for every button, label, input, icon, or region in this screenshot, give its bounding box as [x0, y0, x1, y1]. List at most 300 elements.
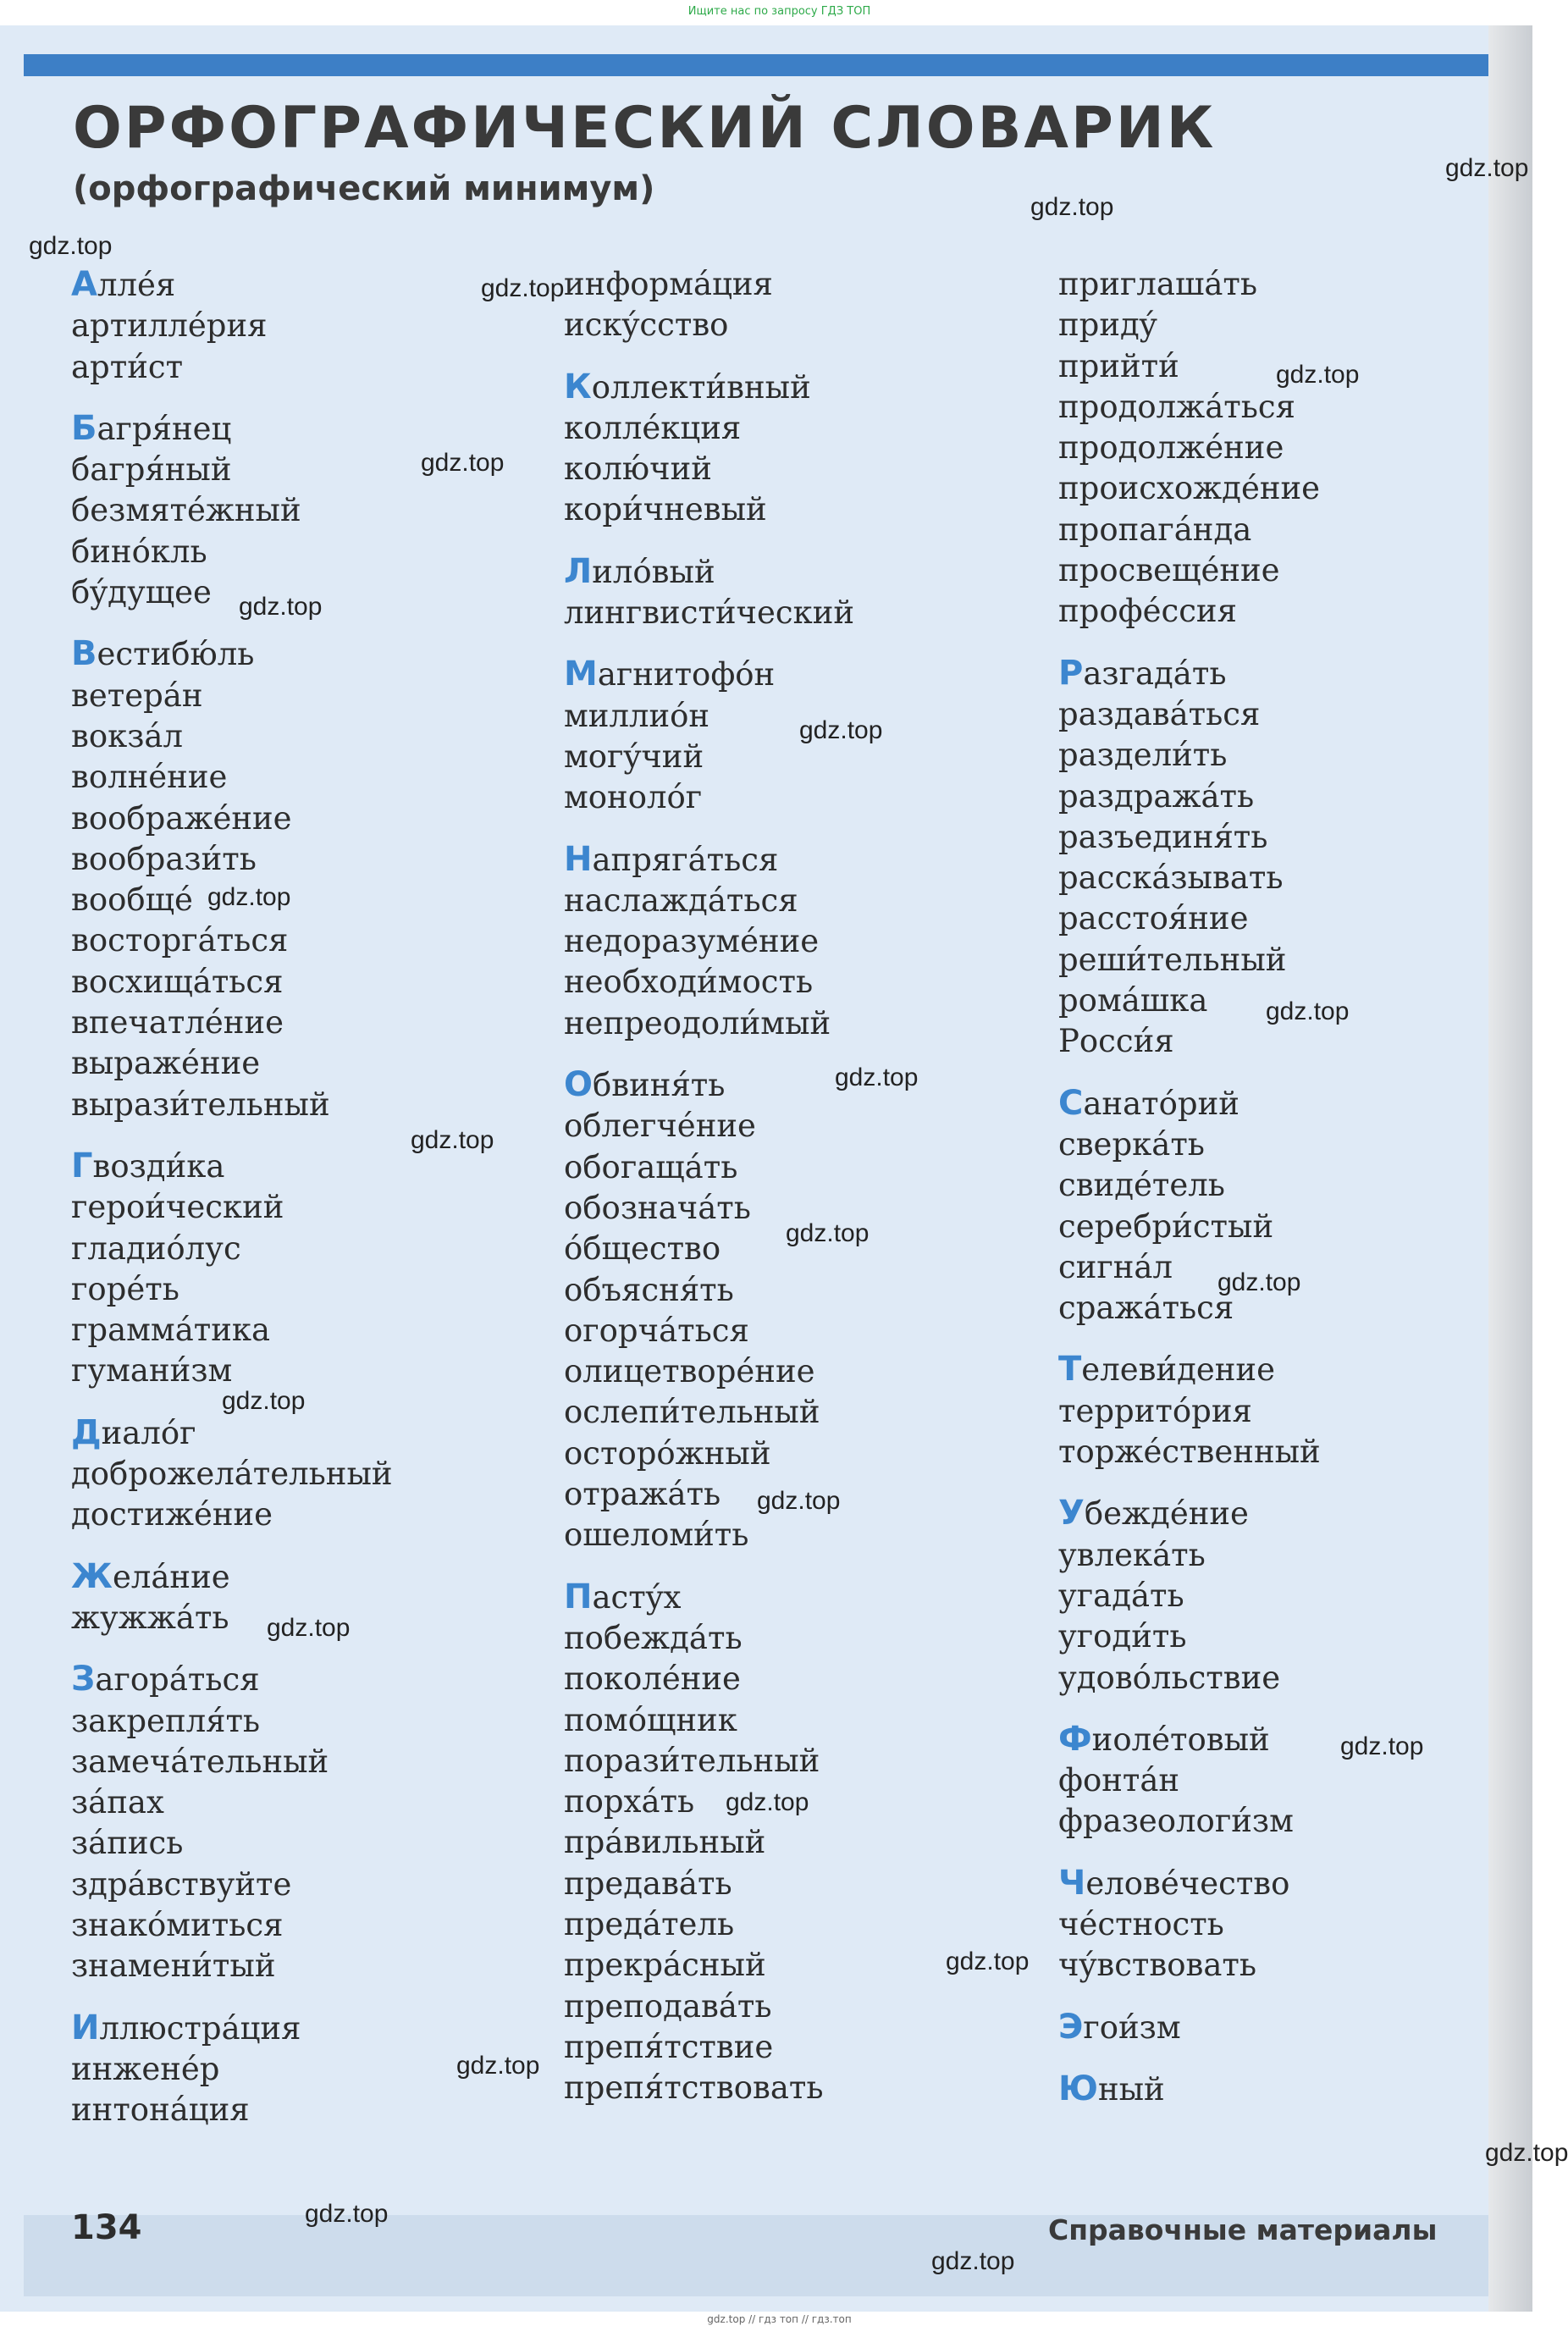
dictionary-word	[564, 264, 1038, 305]
dictionary-word	[71, 490, 545, 531]
dictionary-word	[71, 1946, 545, 1986]
dictionary-word	[564, 367, 1038, 408]
word-text: багря́ный	[71, 451, 232, 489]
letter-initial: Л	[564, 551, 593, 591]
word-text: замечáтельный	[71, 1743, 329, 1780]
word-text: гладиóлус	[71, 1229, 241, 1267]
word-text: чéстность	[1058, 1905, 1224, 1942]
word-text: приглашáть	[1058, 266, 1258, 302]
dictionary-word	[1058, 1863, 1532, 1904]
dictionary-word	[564, 654, 1038, 695]
dictionary-word	[71, 757, 545, 798]
letter-initial: Ж	[71, 1556, 113, 1596]
letter-initial: Ч	[1058, 1863, 1086, 1903]
word-text: бýдущее	[71, 574, 212, 611]
word-text: бинóкль	[71, 533, 207, 570]
word-text: серебри́стый	[1058, 1207, 1274, 1245]
dictionary-word	[1058, 1535, 1532, 1576]
dictionary-word	[1058, 776, 1532, 817]
dictionary-word	[1058, 387, 1532, 428]
letter-initial: Р	[1058, 653, 1084, 693]
watermark: gdz.top	[946, 1948, 1030, 1975]
dictionary-word	[1058, 1576, 1532, 1616]
dictionary-word	[71, 798, 545, 839]
dictionary-word	[1058, 1719, 1532, 1760]
dictionary-word	[564, 1618, 1038, 1659]
dictionary-word	[71, 676, 545, 716]
word-text: вообрази́ть	[71, 840, 257, 877]
word-text: препя́тствовать	[564, 2069, 824, 2107]
dictionary-word	[71, 633, 545, 675]
word-text: еловéчество	[1085, 1865, 1290, 1902]
word-text: облегчéние	[564, 1108, 756, 1145]
letter-initial: А	[71, 265, 97, 304]
dictionary-word	[71, 1269, 545, 1310]
dictionary-word	[1058, 817, 1532, 858]
footer-note: gdz.top // гдз топ // гдз.топ	[707, 2313, 852, 2325]
word-text: угоди́ть	[1058, 1618, 1187, 1655]
dictionary-word	[1058, 550, 1532, 591]
letter-group	[1058, 1863, 1532, 1986]
word-text: естибю́ль	[97, 636, 255, 673]
watermark: gdz.top	[1340, 1732, 1424, 1760]
dictionary-word	[564, 1741, 1038, 1782]
dictionary-word	[71, 1310, 545, 1351]
dictionary-word	[564, 1986, 1038, 2027]
letter-group	[564, 264, 1038, 346]
word-text: елáние	[112, 1558, 230, 1595]
watermark: gdz.top	[1266, 997, 1350, 1025]
word-text: ллюстрáция	[99, 2009, 301, 2047]
word-text: восхищáться	[71, 963, 284, 1000]
word-text: граммáтика	[71, 1312, 271, 1349]
dictionary-word	[564, 1003, 1038, 1044]
dictionary-word	[71, 1823, 545, 1864]
dictionary-word	[564, 1064, 1038, 1106]
dictionary-word	[1058, 1904, 1532, 1945]
word-text: арти́ст	[71, 348, 184, 385]
word-text: предáтель	[564, 1905, 735, 1942]
word-text: бвиня́ть	[593, 1067, 726, 1104]
dictionary-word	[1058, 1391, 1532, 1432]
letter-group	[564, 551, 1038, 634]
word-text: закрепля́ть	[71, 1702, 261, 1739]
watermark: gdz.top	[1030, 193, 1114, 221]
word-text: информáция	[564, 266, 773, 302]
dictionary-word	[1058, 1493, 1532, 1534]
word-text: зáпись	[71, 1825, 184, 1862]
dictionary-word	[1058, 1124, 1532, 1165]
word-text: коллéкция	[564, 409, 742, 446]
letter-group	[564, 1064, 1038, 1556]
letter-group	[564, 839, 1038, 1044]
dictionary-word	[71, 1043, 545, 1084]
dictionary-word	[1058, 1801, 1532, 1842]
dictionary-word	[1058, 468, 1532, 509]
letter-initial: В	[71, 634, 97, 674]
word-text: гумани́зм	[71, 1352, 233, 1390]
word-text: фразеологи́зм	[1058, 1803, 1294, 1840]
word-text: сигнáл	[1058, 1248, 1173, 1285]
page-subtitle: (орфографический минимум)	[73, 169, 655, 208]
word-text: восторгáться	[71, 922, 289, 959]
letter-group	[71, 1412, 545, 1536]
dictionary-word	[1058, 264, 1532, 305]
dictionary-word	[1058, 1349, 1532, 1390]
dictionary-word	[1058, 735, 1532, 776]
word-text: возди́ка	[92, 1147, 225, 1185]
letter-group	[1058, 2069, 1532, 2110]
letter-group	[1058, 1349, 1532, 1472]
dictionary-word	[564, 1822, 1038, 1863]
dictionary-word	[1058, 940, 1532, 981]
word-text: огорчáться	[564, 1312, 749, 1349]
watermark: gdz.top	[757, 1487, 841, 1515]
letter-group	[71, 633, 545, 1125]
word-text: ллéя	[97, 267, 176, 303]
word-text: астýх	[592, 1578, 682, 1616]
top-accent-bar	[24, 54, 1488, 76]
letter-initial: Ю	[1058, 2069, 1098, 2108]
dictionary-word	[71, 1905, 545, 1946]
word-text: порази́тельный	[564, 1742, 820, 1779]
letter-initial: Н	[564, 839, 593, 879]
dictionary-word	[564, 1434, 1038, 1474]
word-text: илóвый	[592, 553, 715, 590]
word-text: разъединя́ть	[1058, 818, 1268, 855]
letter-initial: Г	[71, 1146, 93, 1185]
letter-initial: С	[1058, 1083, 1084, 1123]
dictionary-word	[1058, 510, 1532, 550]
dictionary-word	[71, 2008, 545, 2049]
letter-initial: Д	[71, 1412, 102, 1452]
word-text: реши́тельный	[1058, 941, 1287, 978]
dictionary-word	[71, 716, 545, 757]
word-text: обогащáть	[564, 1148, 738, 1185]
letter-initial: Ф	[1058, 1719, 1092, 1759]
word-text: угадáть	[1058, 1577, 1184, 1614]
word-text: вообщé	[71, 881, 193, 919]
word-text: необходи́мость	[564, 964, 814, 1001]
word-text: предавáть	[564, 1865, 732, 1902]
word-text: доброжелáтельный	[71, 1456, 393, 1493]
dictionary-word	[71, 1003, 545, 1043]
letter-initial: Б	[71, 408, 97, 448]
word-text: агнитофóн	[597, 656, 776, 693]
word-text: олицетворéние	[564, 1353, 815, 1390]
dictionary-word	[564, 777, 1038, 818]
letter-initial: О	[564, 1065, 594, 1105]
word-text: непреодоли́мый	[564, 1004, 831, 1041]
dictionary-word	[564, 305, 1038, 345]
dictionary-word	[564, 1659, 1038, 1699]
word-text: здрáвствуйте	[71, 1865, 292, 1903]
word-text: побеждáть	[564, 1619, 743, 1656]
watermark: gdz.top	[786, 1219, 870, 1247]
word-text: преподавáть	[564, 1987, 772, 2025]
watermark: gdz.top	[799, 716, 883, 744]
word-text: гои́зм	[1083, 2008, 1181, 2046]
word-text: сверкáть	[1058, 1125, 1205, 1163]
watermark: gdz.top	[222, 1387, 306, 1415]
word-text: прийти́	[1058, 347, 1179, 384]
dictionary-word	[564, 1392, 1038, 1433]
word-text: препя́тствие	[564, 2028, 774, 2065]
word-text: происхождéние	[1058, 470, 1321, 507]
dictionary-word	[564, 1515, 1038, 1555]
dictionary-word	[71, 408, 545, 450]
word-text: помóщник	[564, 1701, 737, 1738]
word-text: объясня́ть	[564, 1271, 734, 1308]
watermark: gdz.top	[1217, 1268, 1301, 1296]
word-text: азгадáть	[1083, 655, 1227, 692]
word-text: жужжáть	[71, 1599, 229, 1636]
watermark: gdz.top	[411, 1126, 494, 1154]
word-text: знакóмиться	[71, 1906, 284, 1943]
dictionary-word	[71, 962, 545, 1003]
word-text: пропагáнда	[1058, 511, 1252, 548]
watermark: gdz.top	[29, 232, 113, 260]
word-text: колю́чий	[564, 450, 712, 488]
word-text: монолóг	[564, 779, 703, 816]
letter-group	[71, 408, 545, 613]
word-text: инженéр	[71, 2050, 220, 2087]
letter-group	[1058, 1719, 1532, 1843]
dictionary-word	[1058, 898, 1532, 939]
word-text: агря́нец	[97, 410, 232, 447]
dictionary-word	[1058, 1658, 1532, 1699]
letter-initial: У	[1058, 1494, 1085, 1533]
word-text: ный	[1097, 2070, 1165, 2108]
dictionary-word	[71, 1659, 545, 1700]
word-text: вокзáл	[71, 717, 183, 754]
word-text: апрягáться	[592, 841, 779, 878]
word-text: вырази́тельный	[71, 1086, 330, 1123]
dictionary-word	[71, 1742, 545, 1782]
word-text: ветерáн	[71, 677, 203, 714]
word-text: порхáть	[564, 1783, 695, 1820]
word-text: увлекáть	[1058, 1536, 1206, 1573]
letter-group	[1058, 2007, 1532, 2048]
dictionary-word	[564, 881, 1038, 921]
dictionary-word	[71, 1782, 545, 1823]
word-text: горéть	[71, 1270, 179, 1307]
dictionary-word	[71, 839, 545, 880]
dictionary-word	[71, 2090, 545, 2130]
dictionary-word	[564, 408, 1038, 449]
dictionary-word	[564, 921, 1038, 962]
word-text: фонтáн	[1058, 1762, 1180, 1799]
dictionary-word	[71, 1494, 545, 1535]
word-text: искýсство	[564, 307, 729, 344]
word-text: анатóрий	[1083, 1085, 1239, 1122]
dictionary-word	[1058, 305, 1532, 345]
word-text: прекрáсный	[564, 1947, 766, 1984]
watermark: gdz.top	[931, 2247, 1015, 2275]
letter-initial: К	[564, 367, 592, 406]
word-text: впечатлéние	[71, 1004, 284, 1041]
letter-initial: П	[564, 1577, 593, 1616]
letter-group	[1058, 264, 1532, 633]
dictionary-word	[564, 1577, 1038, 1618]
dictionary-word	[564, 593, 1038, 633]
word-text: ромáшка	[1058, 982, 1208, 1019]
word-text: миллиóн	[564, 697, 710, 734]
page-number: 134	[71, 2208, 142, 2247]
watermark: gdz.top	[1445, 154, 1529, 182]
word-text: óбщество	[564, 1230, 721, 1268]
word-text: профéссия	[1058, 593, 1237, 630]
dictionary-word	[1058, 1945, 1532, 1986]
dictionary-word	[564, 449, 1038, 489]
dictionary-word	[71, 264, 545, 306]
dictionary-word	[564, 1351, 1038, 1392]
section-name: Справочные материалы	[1048, 2213, 1438, 2246]
word-text: беждéние	[1084, 1495, 1249, 1533]
watermark: gdz.top	[835, 1064, 919, 1091]
word-text: кори́чневый	[564, 491, 767, 528]
dictionary-word	[1058, 1432, 1532, 1472]
watermark: gdz.top	[1485, 2139, 1568, 2167]
dictionary-word	[1058, 1760, 1532, 1801]
letter-initial: Т	[1058, 1350, 1082, 1390]
dictionary-word	[71, 1865, 545, 1905]
dictionary-word	[71, 532, 545, 572]
word-text: чýвствовать	[1058, 1947, 1256, 1984]
watermark: gdz.top	[305, 2200, 389, 2228]
dictionary-word	[564, 1700, 1038, 1741]
dictionary-word	[564, 1147, 1038, 1188]
word-text: Росси́я	[1058, 1023, 1174, 1060]
dictionary-word	[564, 1311, 1038, 1351]
word-text: воображéние	[71, 799, 292, 837]
watermark: gdz.top	[481, 274, 565, 302]
letter-group	[71, 1659, 545, 1986]
dictionary-word	[1058, 653, 1532, 694]
watermark: gdz.top	[726, 1788, 809, 1816]
dictionary-word	[564, 839, 1038, 881]
dictionary-word	[71, 1229, 545, 1269]
watermark: gdz.top	[1276, 361, 1360, 389]
letter-initial: И	[71, 2008, 100, 2047]
word-text: удовóльствие	[1058, 1659, 1281, 1696]
word-text: ослепи́тельный	[564, 1394, 820, 1431]
dictionary-word	[1058, 1165, 1532, 1206]
letter-group	[1058, 1493, 1532, 1698]
dictionary-word	[1058, 1616, 1532, 1657]
word-text: торжéственный	[1058, 1434, 1321, 1471]
word-text: зáпах	[71, 1784, 164, 1821]
dictionary-word	[71, 1351, 545, 1391]
dictionary-word	[564, 2027, 1038, 2068]
word-text: осторóжный	[564, 1434, 771, 1472]
dictionary-word	[1058, 591, 1532, 632]
dictionary-word	[564, 1904, 1038, 1945]
word-text: знамени́тый	[71, 1948, 276, 1985]
dictionary-column-1	[71, 264, 545, 2151]
dictionary-word	[1058, 428, 1532, 468]
dictionary-word	[564, 962, 1038, 1003]
word-text: просвещéние	[1058, 552, 1280, 589]
dictionary-word	[564, 2068, 1038, 2108]
letter-group	[564, 1577, 1038, 2109]
word-text: достижéние	[71, 1496, 273, 1533]
word-text: интонáция	[71, 2091, 250, 2129]
dictionary-word	[564, 1864, 1038, 1904]
dictionary-word	[71, 1454, 545, 1494]
dictionary-word	[71, 306, 545, 346]
dictionary-word	[71, 1085, 545, 1125]
dictionary-word	[71, 1412, 545, 1454]
dictionary-word	[564, 551, 1038, 593]
word-text: прáвильный	[564, 1824, 766, 1861]
word-text: недоразумéние	[564, 923, 820, 960]
word-text: расскáзывать	[1058, 859, 1284, 897]
dictionary-column-3	[1058, 264, 1532, 2130]
word-text: наслаждáться	[564, 881, 798, 919]
watermark: gdz.top	[207, 883, 291, 911]
word-text: волнéние	[71, 759, 228, 796]
word-text: продолжáться	[1058, 388, 1295, 425]
watermark: gdz.top	[421, 449, 505, 477]
word-text: раздели́ть	[1058, 737, 1228, 774]
watermark: gdz.top	[456, 2052, 540, 2080]
letter-initial: З	[71, 1660, 96, 1699]
word-text: иолéтовый	[1091, 1721, 1270, 1758]
letter-initial: М	[564, 655, 598, 694]
page-title: ОРФОГРАФИЧЕСКИЙ СЛОВАРИК	[73, 95, 1217, 162]
dictionary-word	[564, 489, 1038, 530]
dictionary-word	[1058, 1021, 1532, 1062]
letter-initial: Э	[1058, 2007, 1084, 2047]
word-text: раздавáться	[1058, 695, 1261, 732]
letter-group	[71, 1146, 545, 1392]
watermark: gdz.top	[239, 593, 323, 621]
letter-group	[71, 264, 545, 388]
dictionary-word	[71, 880, 545, 920]
dictionary-column-2	[564, 264, 1038, 2129]
word-text: безмятéжный	[71, 492, 301, 529]
word-text: артиллéрия	[71, 307, 268, 345]
dictionary-word	[564, 1106, 1038, 1146]
word-text: раздражáть	[1058, 777, 1255, 815]
word-text: выражéние	[71, 1045, 261, 1082]
word-text: свидéтель	[1058, 1167, 1225, 1204]
dictionary-word	[1058, 1083, 1532, 1124]
dictionary-word	[564, 1270, 1038, 1311]
letter-group	[564, 367, 1038, 531]
header-note: Ищите нас по запросу ГДЗ ТОП	[687, 5, 871, 18]
dictionary-word	[1058, 2007, 1532, 2048]
word-text: расстоя́ние	[1058, 900, 1249, 937]
word-text: агорáться	[95, 1661, 260, 1699]
word-text: придý	[1058, 307, 1157, 344]
word-text: сражáться	[1058, 1290, 1234, 1327]
dictionary-word	[71, 1701, 545, 1742]
dictionary-word	[71, 920, 545, 961]
watermark: gdz.top	[267, 1614, 351, 1642]
word-text: елеви́дение	[1081, 1351, 1275, 1389]
dictionary-word	[71, 1556, 545, 1598]
word-text: иалóг	[101, 1414, 196, 1451]
dictionary-word	[1058, 694, 1532, 735]
word-text: могýчий	[564, 738, 704, 775]
dictionary-word	[1058, 858, 1532, 898]
word-text: оллекти́вный	[591, 368, 811, 406]
word-text: террито́рия	[1058, 1392, 1252, 1429]
word-text: ошеломи́ть	[564, 1517, 749, 1554]
dictionary-word	[71, 347, 545, 388]
